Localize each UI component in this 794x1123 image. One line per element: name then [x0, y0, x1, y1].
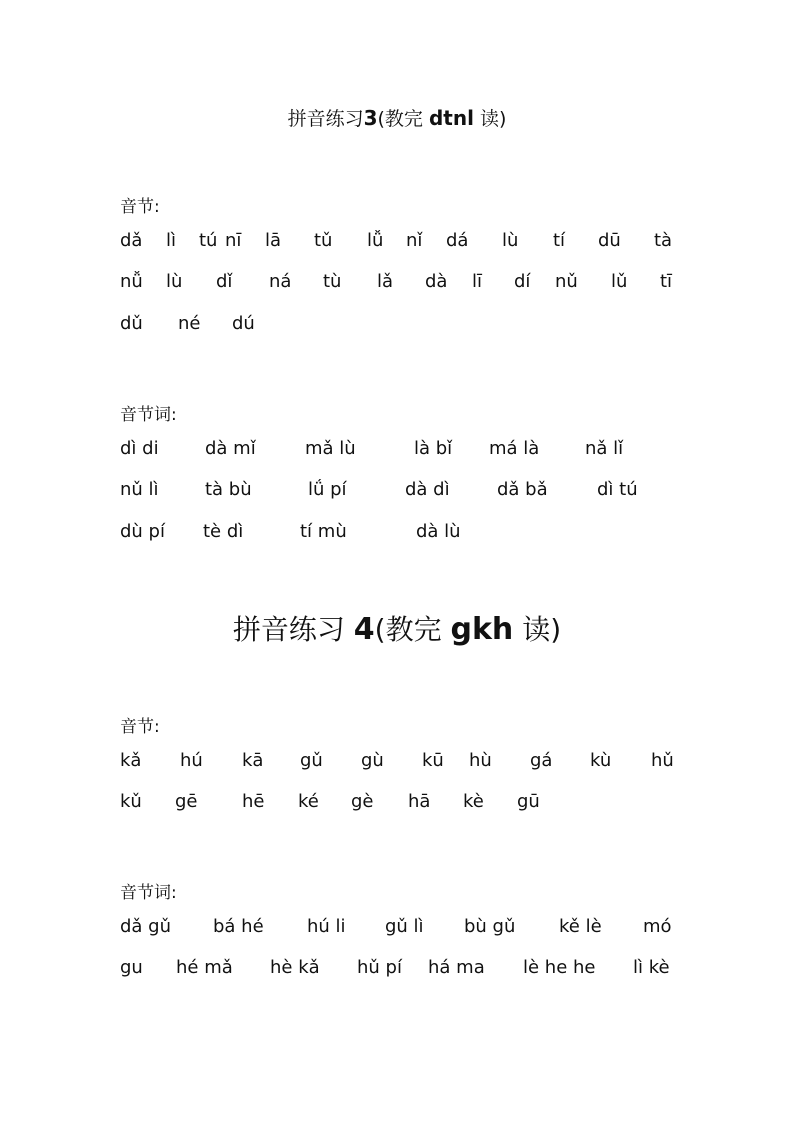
section2-words-row-2 — [0, 957, 794, 983]
syllable: lǔ — [611, 271, 628, 292]
syllable-word: dǎ gǔ — [120, 916, 172, 937]
syllable-word: nǎ lǐ — [585, 438, 624, 459]
syllable-word: dà lù — [416, 521, 461, 542]
section1-syllables-label: 音节: — [120, 197, 160, 217]
section1-title — [0, 104, 794, 131]
syllable-word: lè he he — [523, 957, 596, 978]
syllable-word: hé mǎ — [176, 957, 233, 978]
syllable-word: bù gǔ — [464, 916, 516, 937]
syllable: dǔ — [120, 313, 143, 334]
syllable-word: tà bù — [205, 479, 252, 500]
syllable-word: là bǐ — [414, 438, 453, 459]
syllable-word: há ma — [428, 957, 485, 978]
section1-title-cn3: 读) — [480, 108, 507, 130]
section2-syllables-label: 音节: — [120, 717, 160, 737]
section2-title-letters: gkh — [450, 612, 514, 647]
syllable: nǐ — [406, 230, 423, 251]
syllable: dá — [446, 230, 469, 251]
section1-title-cn2: 教完 — [384, 108, 423, 130]
syllable: kǔ — [120, 791, 142, 812]
syllable: dū — [598, 230, 621, 251]
syllable-word: dà dì — [405, 479, 450, 500]
section2-title-paren: ( — [374, 613, 386, 646]
section2-title-cn3: 读) — [522, 613, 562, 646]
syllable: tù — [323, 271, 342, 292]
section2-syllables-row-1 — [0, 750, 794, 776]
syllable: nī — [225, 230, 242, 251]
syllable-word: gu — [120, 957, 143, 978]
syllable: hē — [242, 791, 265, 812]
section1-syllables-row-3 — [0, 313, 794, 339]
section1-words-label: 音节词: — [120, 405, 177, 425]
syllable: lī — [472, 271, 483, 292]
syllable-word: hǔ pí — [357, 957, 402, 978]
syllable: hù — [469, 750, 492, 771]
syllable: gē — [175, 791, 198, 812]
syllable: lā — [265, 230, 282, 251]
syllable: kū — [422, 750, 444, 771]
section1-syllables-row-1 — [0, 230, 794, 256]
syllable-word: mǎ lù — [305, 438, 356, 459]
section1-title-paren: ( — [377, 108, 385, 130]
syllable-word: hè kǎ — [270, 957, 320, 978]
syllable: lǚ — [367, 230, 384, 251]
syllable: kǎ — [120, 750, 142, 771]
syllable: ná — [269, 271, 292, 292]
syllable: dà — [425, 271, 448, 292]
section2-words-row-1 — [0, 916, 794, 942]
syllable-word: mó — [643, 916, 672, 937]
syllable-word: má là — [489, 438, 540, 459]
syllable: dú — [232, 313, 255, 334]
section1-title-letters: dtnl — [428, 106, 474, 130]
syllable-word: nǔ lì — [120, 479, 159, 500]
syllable-word: dì di — [120, 438, 159, 459]
syllable: nǔ — [555, 271, 578, 292]
syllable: gū — [517, 791, 540, 812]
syllable-word: kě lè — [559, 916, 602, 937]
syllable-word: dǎ bǎ — [497, 479, 548, 500]
syllable: tà — [654, 230, 673, 251]
syllable: dǐ — [216, 271, 233, 292]
syllable: lǎ — [377, 271, 394, 292]
syllable: lì — [166, 230, 177, 251]
syllable: dǎ — [120, 230, 143, 251]
section1-words-row-2 — [0, 479, 794, 505]
syllable: tī — [660, 271, 673, 292]
section2-title-num: 4 — [353, 612, 375, 647]
syllable-word: lǘ pí — [308, 479, 347, 500]
syllable: gá — [530, 750, 553, 771]
section2-title — [0, 608, 794, 648]
syllable-word: gǔ lì — [385, 916, 424, 937]
syllable: kè — [463, 791, 484, 812]
syllable-word: lì kè — [633, 957, 670, 978]
syllable: kā — [242, 750, 264, 771]
section2-title-cn2: 教完 — [385, 613, 442, 646]
syllable: gǔ — [300, 750, 323, 771]
syllable-word: bá hé — [213, 916, 264, 937]
syllable: lù — [502, 230, 519, 251]
syllable: lù — [166, 271, 183, 292]
syllable-word: dì tú — [597, 479, 638, 500]
syllable-word: tí mù — [300, 521, 347, 542]
syllable: hǔ — [651, 750, 674, 771]
syllable-word: hú li — [307, 916, 346, 937]
syllable: gù — [361, 750, 384, 771]
section1-words-row-1 — [0, 438, 794, 464]
syllable: tí — [553, 230, 566, 251]
section2-title-cn1: 拼音练习 — [232, 613, 345, 646]
syllable-word: tè dì — [203, 521, 244, 542]
syllable: dí — [514, 271, 531, 292]
syllable: kù — [590, 750, 612, 771]
syllable: hú — [180, 750, 203, 771]
syllable: nǚ — [120, 271, 143, 292]
section2-words-label: 音节词: — [120, 883, 177, 903]
section1-title-cn1: 拼音练习 — [287, 108, 364, 130]
syllable-word: dù pí — [120, 521, 165, 542]
syllable: tú — [199, 230, 218, 251]
syllable: ké — [298, 791, 319, 812]
syllable: gè — [351, 791, 374, 812]
syllable: tǔ — [314, 230, 333, 251]
section1-title-num: 3 — [363, 106, 378, 130]
section2-syllables-row-2 — [0, 791, 794, 817]
section1-syllables-row-2 — [0, 271, 794, 297]
syllable-word: dà mǐ — [205, 438, 256, 459]
section1-words-row-3 — [0, 521, 794, 547]
syllable: hā — [408, 791, 431, 812]
syllable: né — [178, 313, 201, 334]
